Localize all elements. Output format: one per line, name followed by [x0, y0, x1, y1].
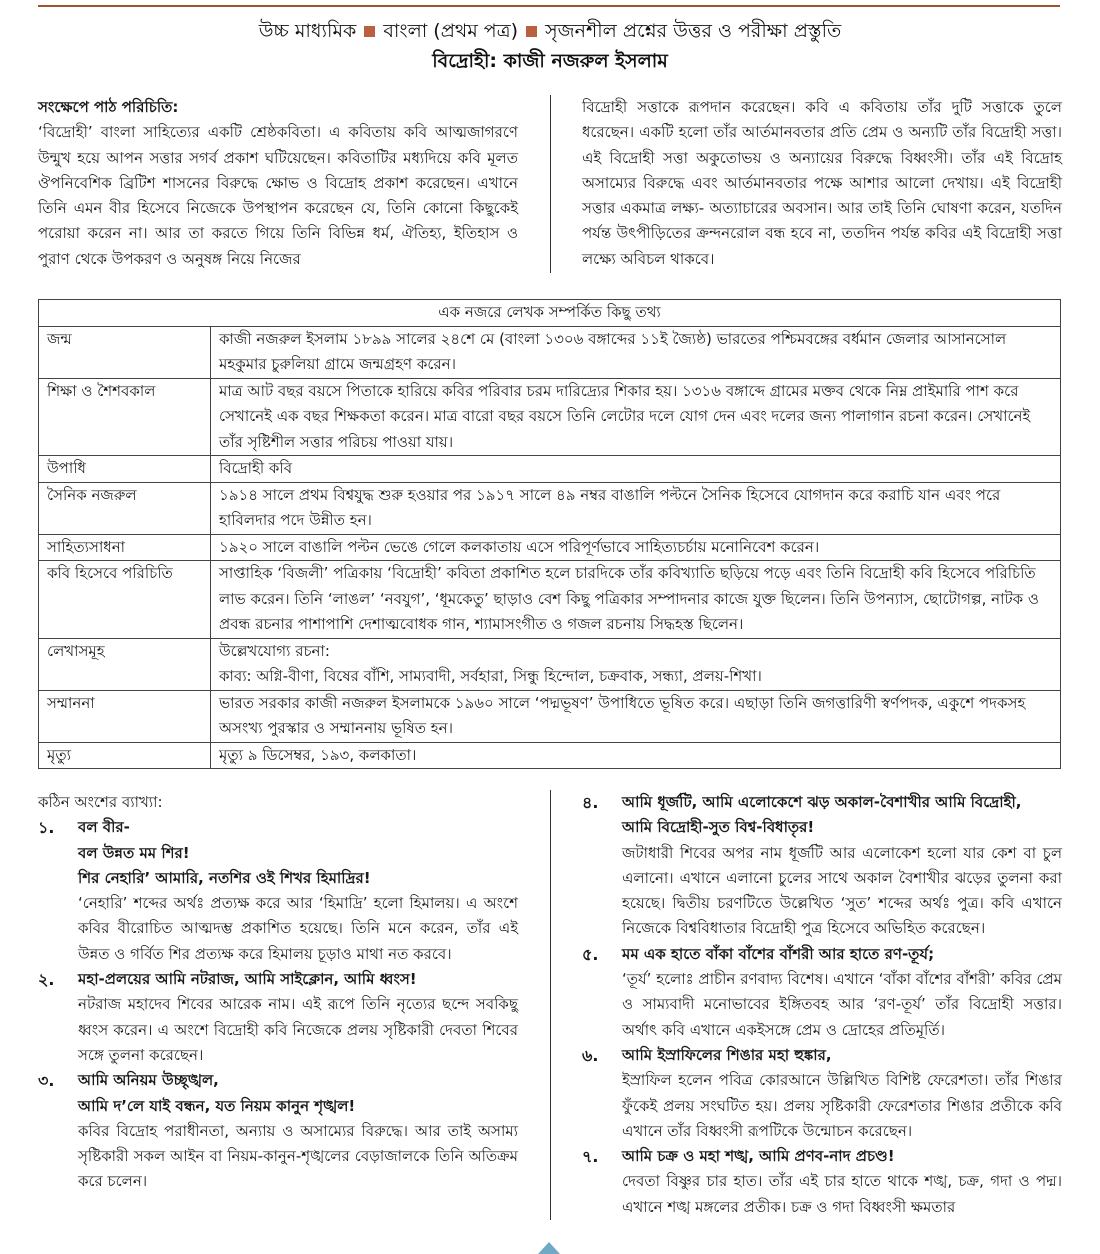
- explanation-item: [582, 942, 1062, 1043]
- table-row: [39, 326, 1061, 378]
- explanation-item: [38, 1068, 518, 1194]
- page-corner-mark-icon: [534, 1240, 564, 1254]
- row-label: সাহিত্যসাধনা: [39, 534, 211, 561]
- header-subject: বাংলা (প্রথম পত্র): [383, 20, 519, 42]
- poem-quote: মম এক হাতে বাঁকা বাঁশের বাঁশরী আর হাতে রণ-তূর্য;: [622, 944, 935, 963]
- row-value: ১৯২০ সালে বাঙালি পল্টন ভেঙে গেলে কলকাতায় এসে পরিপূর্ণভাবে সাহিত্যচর্চায় মনোনিবেশ করেন।: [211, 534, 1061, 561]
- intro-heading: সংক্ষেপে পাঠ পরিচিতি:: [38, 98, 179, 116]
- explanation-text: ‘তূর্য’ হলোঃ প্রাচীন রণবাদ্য বিশেষ। এখানে ‘বাঁকা বাঁশের বাঁশরী’ কবির প্রেম ও সাম্যবাদী মনোভাবের ইঙ্গিতবহ আর ‘রণ-তূর্য’ তাঁর বিদ্রোহী সত্তার। অর্থাৎ কবি এখানে একইসঙ্গে প্রেম ও দ্রোহের প্রতিমূর্তি।: [622, 970, 1062, 1039]
- explanation-text: নটরাজ মহাদেব শিবের আরেক নাম। এই রূপে তিনি নৃত্যের ছন্দে সবকিছু ধ্বংস করেন। এ অংশে বিদ্রোহী কবি নিজেকে প্রলয় সৃষ্টিকারী দেবতা শিবের সঙ্গে তুলনা করেছেন।: [78, 995, 518, 1064]
- row-value: ভারত সরকার কাজী নজরুল ইসলামকে ১৯৬০ সালে ‘পদ্মভূষণ’ উপাধিতে ভূষিত করে। এছাড়া তিনি জগত্তারিণী স্বর্ণপদক, একুশে পদকসহ অসংখ্য পুরস্কার ও সম্মাননায় ভূষিত হন।: [211, 690, 1061, 742]
- explanation-text: ইস্রাফিল হলেন পবিত্র কোরআনে উল্লিখিত বিশিষ্ট ফেরেশতা। তাঁর শিঙার ফুঁকেই প্রলয় সংঘটিত হয়। প্রলয় সৃষ্টিকারী ফেরেশতার শিঙার প্রতীকে কবি এখানে তাঁর বিধ্বংসী রূপটিকে উন্মোচন করেছেন।: [622, 1071, 1062, 1140]
- author-info-table: [38, 299, 1061, 769]
- intro-left-column: [38, 95, 518, 272]
- table-row: [39, 534, 1061, 561]
- row-value: সাপ্তাহিক ‘বিজলী’ পত্রিকায় ‘বিদ্রোহী’ কবিতা প্রকাশিত হলে চারদিকে তাঁর কবিখ্যাতি ছড়িয়ে পড়ে এবং তিনি বিদ্রোহী কবি হিসেবে পরিচিতি লাভ করেন। তিনি ‘লাঙল’ ‘নবযুগ’, ‘ধূমকেতু’ ছাড়াও বেশ কিছু পত্রিকার সম্পাদনার কাজে যুক্ত ছিলেন। তিনি উপন্যাস, ছোটোগল্প, নাটক ও প্রবন্ধ রচনার পাশাপাশি দেশাত্মবোধক গান, শ্যামাসংগীত ও গজল রচনায় সিদ্ধহস্ত ছিলেন।: [211, 561, 1061, 639]
- explanation-text: ‘নেহারি’ শব্দের অর্থঃ প্রত্যক্ষ করে আর ‘হিমাদ্রি’ হলো হিমালয়। এ অংশে কবির বীরোচিত আত্মদম্ভ প্রকাশিত হয়েছে। তিনি মনে করেন, তাঁর এই উন্নত ও গর্বিত শির প্রত্যক্ষ করে হিমালয় চূড়াও মাথা নত করবে।: [78, 894, 518, 963]
- table-title: এক নজরে লেখক সম্পর্কিত কিছু তথ্য: [39, 300, 1061, 327]
- row-label: সম্মাননা: [39, 690, 211, 742]
- intro-right-text: বিদ্রোহী সত্তাকে রূপদান করেছেন। কবি এ কবিতায় তাঁর দুটি সত্তাকে তুলে ধরেছেন। একটি হলো তাঁর আর্তমানবতার প্রতি প্রেম ও অন্যটি তাঁর বিদ্রোহী সত্তা। এই বিদ্রোহী সত্তা অকুতোভয় ও অন্যায়ের বিরুদ্ধে বিধ্বংসী। তাঁর এই বিদ্রোহ অসাম্যের বিরুদ্ধে এবং আর্তমানবতার পক্ষে আশার আলো দেখায়। এই বিদ্রোহী সত্তার একমাত্র লক্ষ্য- অত্যাচারের অবসান। আর তাই তিনি ঘোষণা করেন, যতদিন পর্যন্ত উৎপীড়িতের ক্রন্দনরোল বন্ধ হবে না, ততদিন পর্যন্ত কবির এই বিদ্রোহী সত্তা লক্ষ্যে অবিচল থাকবে।: [582, 98, 1062, 268]
- row-label: কবি হিসেবে পরিচিতি: [39, 561, 211, 639]
- table-row: [39, 456, 1061, 483]
- row-value: মাত্র আট বছর বয়সে পিতাকে হারিয়ে কবির পরিবার চরম দারিদ্র্যের শিকার হয়। ১৩১৬ বঙ্গাব্দে গ্রামের মক্তব থেকে নিম্ন প্রাইমারি পাশ করে সেখানেই এক বছর শিক্ষকতা করেন। মাত্র বারো বছর বয়সে তিনি লেটোর দলে যোগ দেন এবং দলের জন্য পালাগান রচনা করেন। সেখানেই তাঁর সৃষ্টিশীল সত্তার পরিচয় পাওয়া যায়।: [211, 378, 1061, 456]
- explanation-list-right: [582, 790, 1062, 1220]
- explanation-item: [582, 790, 1062, 942]
- header-series: সৃজনশীল প্রশ্নের উত্তর ও পরীক্ষা প্রস্তুতি: [545, 20, 842, 42]
- explanation-item: [582, 1043, 1062, 1144]
- table-title-row: [39, 300, 1061, 327]
- row-label: মৃত্যু: [39, 742, 211, 769]
- explanation-list-left: [38, 815, 518, 1194]
- row-label: সৈনিক নজরুল: [39, 482, 211, 534]
- table-row: [39, 561, 1061, 639]
- poem-quote: আমি চক্র ও মহা শঙ্খ, আমি প্রণব-নাদ প্রচণ্ড!: [622, 1147, 895, 1166]
- poem-quote: বল বীর- বল উন্নত মম শির! শির নেহারি’ আমারি, নতশির ওই শিখর হিমাদ্রির!: [78, 818, 371, 887]
- row-value-heading: উল্লেখযোগ্য রচনা:: [219, 641, 330, 660]
- item-number: ২.: [38, 970, 55, 990]
- explanation-text: কবির বিদ্রোহ পরাধীনতা, অন্যায় ও অসাম্যের বিরুদ্ধে। আর তাই অসাম্য সৃষ্টিকারী সকল আইন বা নিয়ম-কানুন-শৃঙ্খলের বেড়াজালকে তিনি অতিক্রম করে চলেন।: [78, 1121, 518, 1191]
- intro-right-column: [582, 95, 1062, 272]
- poem-quote: মহা-প্রলয়ের আমি নটরাজ, আমি সাইক্লোন, আমি ধ্বংস!: [78, 970, 417, 989]
- page-header: [0, 16, 1100, 76]
- table-row: [39, 690, 1061, 742]
- item-number: ১.: [38, 818, 55, 838]
- item-number: ৬.: [582, 1045, 599, 1065]
- table-row: [39, 638, 1061, 690]
- top-rule: [38, 5, 1060, 7]
- poem-quote: আমি ইস্রাফিলের শিঙার মহা হুঙ্কার,: [622, 1045, 832, 1064]
- square-bullet-icon: [364, 26, 375, 37]
- poem-quote: আমি অনিয়ম উচ্ছৃঙ্খল, আমি দ’লে যাই বন্ধন, যত নিয়ম কানুন শৃঙ্খল!: [78, 1071, 356, 1115]
- column-divider: [550, 790, 551, 1220]
- table-row: [39, 482, 1061, 534]
- row-label: জন্ম: [39, 326, 211, 378]
- table-row: [39, 378, 1061, 456]
- header-line-1: [0, 16, 1100, 46]
- page-title: বিদ্রোহী: কাজী নজরুল ইসলাম: [432, 50, 668, 72]
- explanation-item: [582, 1144, 1062, 1220]
- explanations-left-column: [38, 790, 518, 1195]
- explanation-item: [38, 815, 518, 967]
- header-level: উচ্চ মাধ্যমিক: [258, 20, 357, 42]
- square-bullet-icon: [526, 26, 537, 37]
- explanation-text: জটাধারী শিবের অপর নাম ধূর্জটি আর এলোকেশ হলো যার কেশ বা চুল এলানো। এখানে এলানো চুলের সাথে অকাল বৈশাখীর ঝড়ের তুলনা করা হয়েছে। দ্বিতীয় চরণটিতে উল্লেখিত ‘সুত’ শব্দের অর্থঃ পুত্র। কবি এখানে নিজেকে বিশ্ববিধাতার বিদ্রোহী পুত্র হিসেবে অভিহিত করেছেন।: [622, 843, 1062, 938]
- row-value: [211, 638, 1061, 690]
- table-row: [39, 742, 1061, 769]
- row-value: কাজী নজরুল ইসলাম ১৮৯৯ সালের ২৪শে মে (বাংলা ১৩০৬ বঙ্গাব্দের ১১ই জ্যৈষ্ঠ) ভারতের পশ্চিমবঙ্গের বর্ধমান জেলার আসানসোল মহকুমার চুরুলিয়া গ্রামে জন্মগ্রহণ করেন।: [211, 326, 1061, 378]
- row-value: মৃত্যু ৯ ডিসেম্বর, ১৯৩, কলকাতা।: [211, 742, 1061, 769]
- poem-quote: আমি ধূর্জটি, আমি এলোকেশে ঝড় অকাল-বৈশাখীর আমি বিদ্রোহী, আমি বিদ্রোহী-সুত বিশ্ব-বিধাতৃর!: [622, 793, 1022, 837]
- row-label: শিক্ষা ও শৈশবকাল: [39, 378, 211, 456]
- explanation-text: দেবতা বিষ্ণুর চার হাত। তাঁর এই চার হাতে থাকে শঙ্খ, চক্র, গদা ও পদ্ম। এখানে শঙ্খ মঙ্গলের প্রতীক। চক্র ও গদা বিধ্বংসী ক্ষমতার: [622, 1172, 1062, 1216]
- explanations-right-column: [582, 790, 1062, 1220]
- row-label: উপাধি: [39, 456, 211, 483]
- explanations-heading: কঠিন অংশের ব্যাখ্যা:: [38, 793, 163, 811]
- item-number: ৭.: [582, 1147, 599, 1167]
- row-value: ১৯১৪ সালে প্রথম বিশ্বযুদ্ধ শুরু হওয়ার পর ১৯১৭ সালে ৪৯ নম্বর বাঙালি পল্টনে সৈনিক হিসেবে যোগদান করে করাচি যান এবং পরে হাবিলদার পদে উন্নীত হন।: [211, 482, 1061, 534]
- item-number: ৪.: [582, 793, 599, 812]
- intro-left-text: ‘বিদ্রোহী’ বাংলা সাহিত্যের একটি শ্রেষ্ঠকবিতা। এ কবিতায় কবি আত্মজাগরণে উন্মুখ হয়ে আপন সত্তার সগর্ব প্রকাশ ঘটিয়েছেন। কবিতাটির মধ্যদিয়ে কবি মূলত ঔপনিবেশিক ব্রিটিশ শাসনের বিরুদ্ধে ক্ষোভ ও বিদ্রোহ প্রকাশ করেছেন। এখানে তিনি এমন বীর হিসেবে নিজেকে উপস্থাপন করেছেন যে, তিনি কোনো কিছুকেই পরোয়া করেন না। আর তা করতে গিয়ে তিনি বিভিন্ন ধর্ম, ঐতিহ্য, ইতিহাস ও পুরাণ থেকে উপকরণ ও অনুষঙ্গ নিয়ে নিজের: [38, 123, 518, 268]
- row-value-text: কাব্য: অগ্নি-বীণা, বিষের বাঁশি, সাম্যবাদী, সর্বহারা, সিন্ধু হিন্দোল, চক্রবাক, সন্ধ্যা, প্রলয়-শিখা।: [219, 667, 762, 685]
- item-number: ৫.: [582, 944, 599, 964]
- explanation-item: [38, 967, 518, 1068]
- column-divider: [550, 95, 551, 273]
- item-number: ৩.: [38, 1071, 55, 1091]
- row-value: বিদ্রোহী কবি: [211, 456, 1061, 483]
- row-label: লেখাসমূহ: [39, 638, 211, 690]
